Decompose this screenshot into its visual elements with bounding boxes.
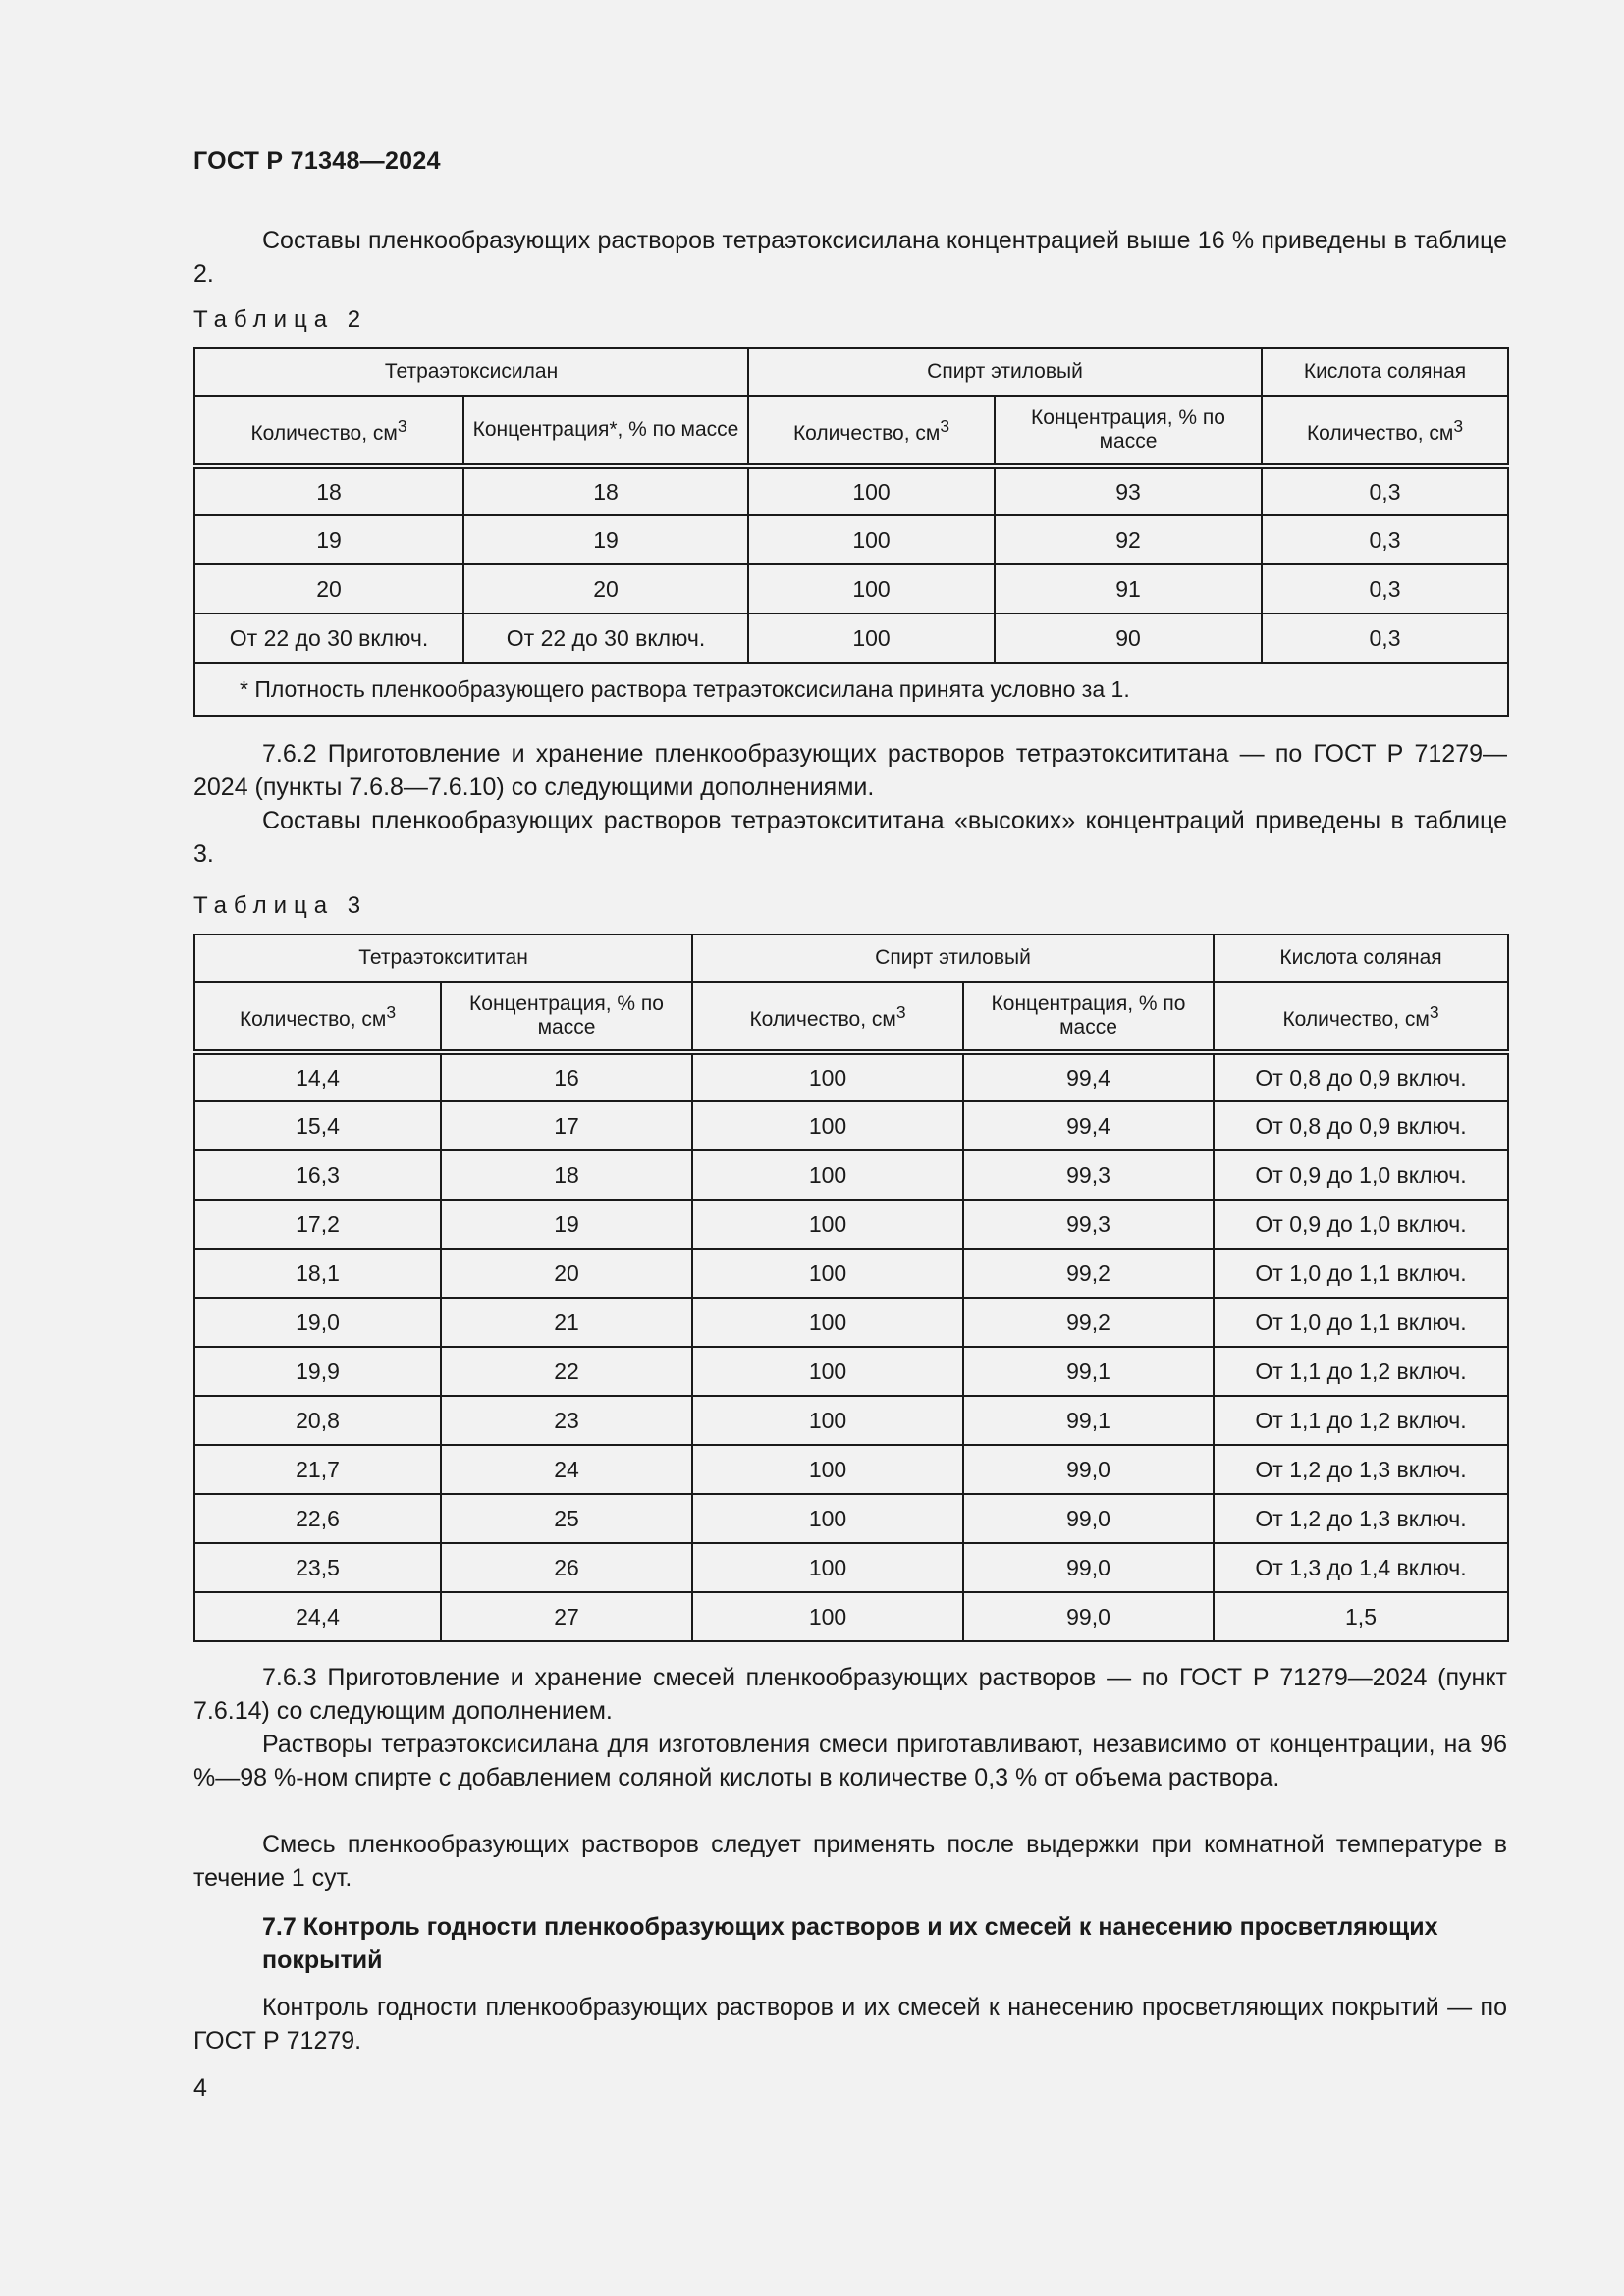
- table-row: [194, 1150, 1508, 1200]
- table-row: [194, 1494, 1508, 1543]
- table-row: [194, 466, 1508, 515]
- table-cell: 18,1: [194, 1249, 441, 1298]
- table-cell: 100: [692, 1200, 963, 1249]
- table-row: [194, 1200, 1508, 1249]
- table-cell: 100: [692, 1592, 963, 1641]
- table-cell: 99,2: [963, 1298, 1214, 1347]
- paragraph-7-6-3-mixture: Смесь пленкообразующих растворов следует применять после выдержки при комнатной температуре в течение 1 сут.: [193, 1831, 1507, 1892]
- table-cell: 100: [692, 1052, 963, 1101]
- table-3-group-header: Тетраэтоксититан: [194, 934, 692, 982]
- table-cell: 100: [692, 1101, 963, 1150]
- table-cell: 0,3: [1262, 614, 1508, 663]
- table-cell: От 22 до 30 включ.: [463, 614, 748, 663]
- table-row: [194, 614, 1508, 663]
- table-cell: 16,3: [194, 1150, 441, 1200]
- table-cell: 23,5: [194, 1543, 441, 1592]
- table-2-column-header: Количество, $см^3$: [1262, 396, 1508, 466]
- table-row: [194, 564, 1508, 614]
- table-cell: 18: [463, 466, 748, 515]
- table-cell: 24,4: [194, 1592, 441, 1641]
- table-2-column-header: Концентрация*, % по массе: [463, 396, 748, 466]
- table-cell: 100: [692, 1445, 963, 1494]
- table-cell: 99,2: [963, 1249, 1214, 1298]
- table-2-group-header: Кислота соляная: [1262, 348, 1508, 396]
- table-cell: 100: [748, 564, 995, 614]
- table-cell: 20,8: [194, 1396, 441, 1445]
- table-cell: 99,0: [963, 1543, 1214, 1592]
- table-cell: 24: [441, 1445, 692, 1494]
- table-cell: 18: [441, 1150, 692, 1200]
- table-cell: 99,3: [963, 1200, 1214, 1249]
- table-cell: 19: [441, 1200, 692, 1249]
- table-3-group-header: Спирт этиловый: [692, 934, 1214, 982]
- table-cell: От 22 до 30 включ.: [194, 614, 463, 663]
- table-2-caption: Таблица 2: [193, 306, 368, 333]
- table-cell: 26: [441, 1543, 692, 1592]
- table-3-column-header: Количество, $см^3$: [692, 982, 963, 1052]
- table-cell: 19,0: [194, 1298, 441, 1347]
- table-3: [193, 934, 1509, 1642]
- table-cell: 21,7: [194, 1445, 441, 1494]
- table-cell: 1,5: [1214, 1592, 1508, 1641]
- table-cell: От 1,0 до 1,1 включ.: [1214, 1298, 1508, 1347]
- table-cell: 21: [441, 1298, 692, 1347]
- table-cell: 100: [692, 1543, 963, 1592]
- table-cell: 15,4: [194, 1101, 441, 1150]
- table-cell: 100: [748, 614, 995, 663]
- table-2-column-header: Концентрация, % по массе: [995, 396, 1262, 466]
- table-3-column-header: Концентрация, % по массе: [441, 982, 692, 1052]
- table-cell: 17: [441, 1101, 692, 1150]
- table-cell: 99,1: [963, 1347, 1214, 1396]
- table-2-column-header: Количество, $см^3$: [194, 396, 463, 466]
- table-row: [194, 1249, 1508, 1298]
- table-cell: 100: [692, 1298, 963, 1347]
- table-2-group-header: Тетраэтоксисилан: [194, 348, 748, 396]
- table-cell: 91: [995, 564, 1262, 614]
- table-cell: От 1,2 до 1,3 включ.: [1214, 1445, 1508, 1494]
- table-2-group-header: Спирт этиловый: [748, 348, 1262, 396]
- table-cell: От 0,9 до 1,0 включ.: [1214, 1150, 1508, 1200]
- table-cell: 16: [441, 1052, 692, 1101]
- table-row: [194, 1543, 1508, 1592]
- table-cell: 17,2: [194, 1200, 441, 1249]
- table-cell: 20: [441, 1249, 692, 1298]
- table-3-column-header: Количество, $см^3$: [1214, 982, 1508, 1052]
- table-cell: 0,3: [1262, 564, 1508, 614]
- table-cell: 100: [692, 1150, 963, 1200]
- intro-paragraph: Составы пленкообразующих растворов тетраэтоксисилана концентрацией выше 16 % приведены в таблице 2.: [193, 227, 1507, 288]
- table-cell: От 1,0 до 1,1 включ.: [1214, 1249, 1508, 1298]
- table-cell: От 1,1 до 1,2 включ.: [1214, 1396, 1508, 1445]
- paragraph-7-6-3-solutions: Растворы тетраэтоксисилана для изготовления смеси приготавливают, независимо от концентрации, на 96 %—98 %-ном спирте с добавлением соляной кислоты в количестве 0,3 % от объема раствора.: [193, 1731, 1507, 1791]
- table-cell: 99,4: [963, 1052, 1214, 1101]
- table-cell: 23: [441, 1396, 692, 1445]
- document-header: ГОСТ Р 71348—2024: [193, 147, 441, 175]
- table-cell: От 0,9 до 1,0 включ.: [1214, 1200, 1508, 1249]
- table-row: [194, 1298, 1508, 1347]
- table-cell: 99,1: [963, 1396, 1214, 1445]
- table-row: [194, 1592, 1508, 1641]
- table-cell: От 0,8 до 0,9 включ.: [1214, 1101, 1508, 1150]
- table-cell: От 0,8 до 0,9 включ.: [1214, 1052, 1508, 1101]
- table-cell: 22: [441, 1347, 692, 1396]
- table-cell: 99,0: [963, 1592, 1214, 1641]
- table-cell: 92: [995, 515, 1262, 564]
- table-cell: 100: [748, 466, 995, 515]
- page-number: 4: [193, 2074, 207, 2102]
- table-row: [194, 515, 1508, 564]
- table-cell: 100: [748, 515, 995, 564]
- paragraph-7-7: Контроль годности пленкообразующих растворов и их смесей к нанесению просветляющих покрытий — по ГОСТ Р 71279.: [193, 1994, 1507, 2055]
- table-cell: 100: [692, 1494, 963, 1543]
- table-3-caption: Таблица 3: [193, 892, 368, 919]
- table-cell: 100: [692, 1249, 963, 1298]
- table-cell: 20: [194, 564, 463, 614]
- table-cell: От 1,1 до 1,2 включ.: [1214, 1347, 1508, 1396]
- table-cell: 22,6: [194, 1494, 441, 1543]
- section-7-7-title: 7.7 Контроль годности пленкообразующих растворов и их смесей к нанесению просветляющих покрытий: [262, 1913, 1438, 1974]
- table-cell: 18: [194, 466, 463, 515]
- table-cell: 0,3: [1262, 466, 1508, 515]
- table-cell: 19,9: [194, 1347, 441, 1396]
- table-cell: 0,3: [1262, 515, 1508, 564]
- table-cell: От 1,3 до 1,4 включ.: [1214, 1543, 1508, 1592]
- table-3-group-header: Кислота соляная: [1214, 934, 1508, 982]
- table-cell: 25: [441, 1494, 692, 1543]
- paragraph-7-6-3: 7.6.3 Приготовление и хранение смесей пленкообразующих растворов — по ГОСТ Р 71279—2024 (пункт 7.6.14) со следующим дополнением.: [193, 1664, 1507, 1725]
- table-cell: 93: [995, 466, 1262, 515]
- table-2: [193, 347, 1509, 717]
- table-cell: 14,4: [194, 1052, 441, 1101]
- table-row: [194, 1101, 1508, 1150]
- table-cell: 19: [194, 515, 463, 564]
- table-cell: 19: [463, 515, 748, 564]
- table-cell: 20: [463, 564, 748, 614]
- table-cell: 100: [692, 1347, 963, 1396]
- table-cell: 99,0: [963, 1445, 1214, 1494]
- table-3-column-header: Концентрация, % по массе: [963, 982, 1214, 1052]
- table-row: [194, 1445, 1508, 1494]
- paragraph-7-6-2: 7.6.2 Приготовление и хранение пленкообразующих растворов тетраэтоксититана — по ГОСТ Р 71279—2024 (пункты 7.6.8—7.6.10) со следующими дополнениями.: [193, 740, 1507, 801]
- table-cell: 99,0: [963, 1494, 1214, 1543]
- table-cell: От 1,2 до 1,3 включ.: [1214, 1494, 1508, 1543]
- paragraph-7-6-2-tables: Составы пленкообразующих растворов тетраэтоксититана «высоких» концентраций приведены в таблице 3.: [193, 807, 1507, 868]
- table-row: [194, 1347, 1508, 1396]
- table-3-column-header: Количество, $см^3$: [194, 982, 441, 1052]
- table-cell: 90: [995, 614, 1262, 663]
- table-row: [194, 1052, 1508, 1101]
- table-footnote: * Плотность пленкообразующего раствора тетраэтоксисилана принята условно за 1.: [194, 663, 1508, 716]
- table-row: [194, 1396, 1508, 1445]
- table-cell: 27: [441, 1592, 692, 1641]
- table-cell: 99,3: [963, 1150, 1214, 1200]
- table-cell: 100: [692, 1396, 963, 1445]
- table-2-column-header: Количество, $см^3$: [748, 396, 995, 466]
- table-cell: 99,4: [963, 1101, 1214, 1150]
